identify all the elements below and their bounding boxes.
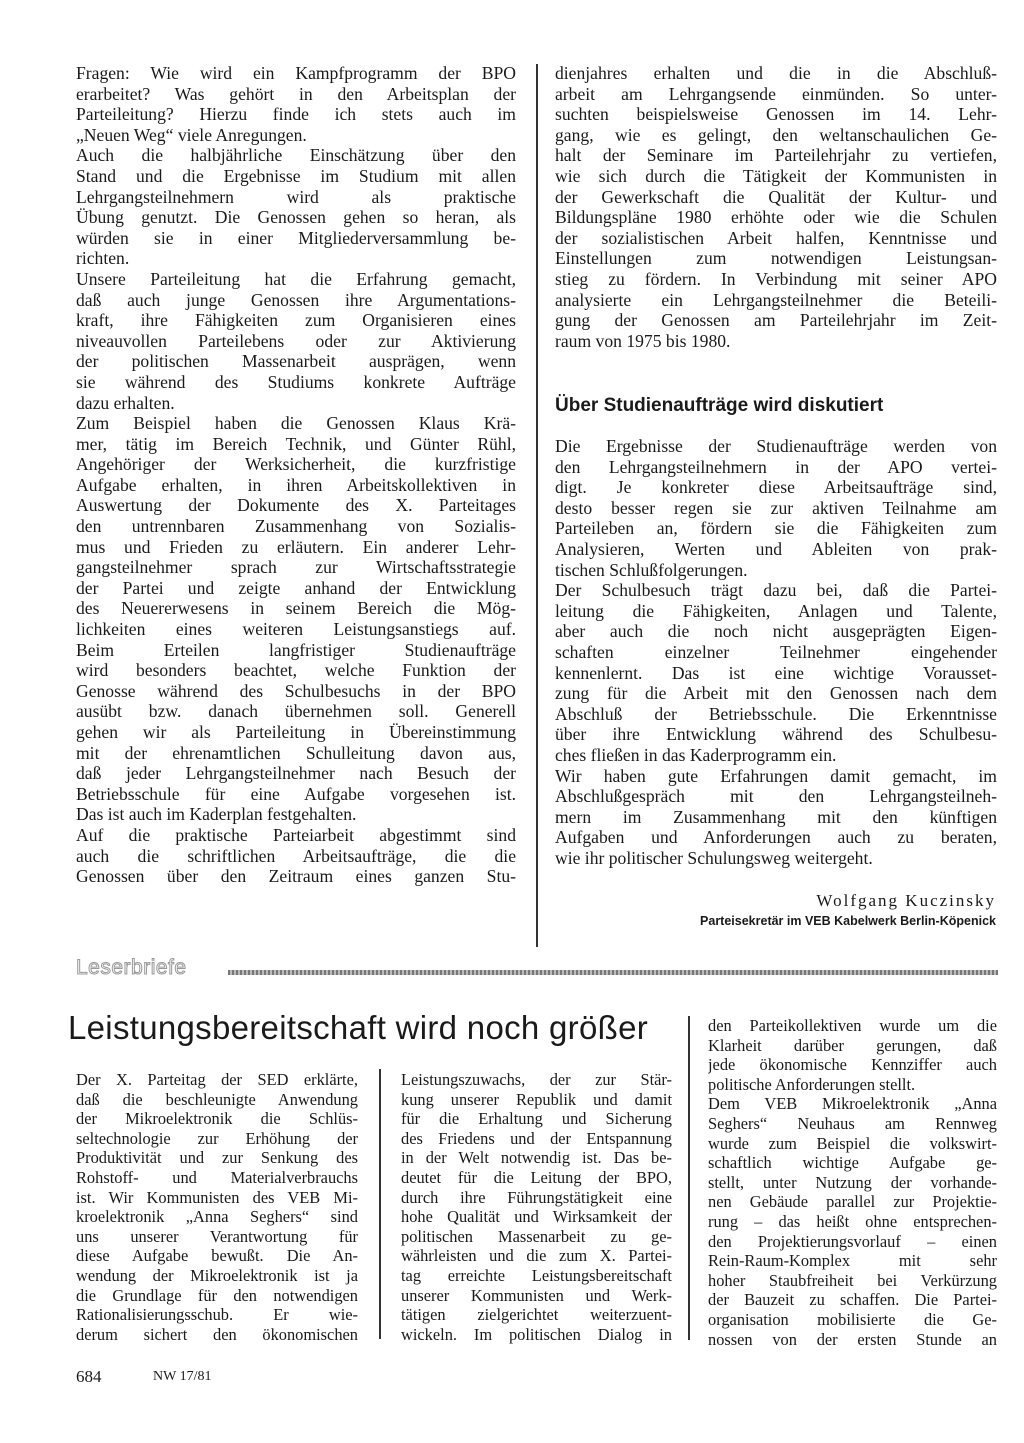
text-line: organisation mobilisierte die Ge- xyxy=(708,1309,997,1329)
rubric-rule xyxy=(228,970,998,975)
text-line: Genosse während des Schulbesuchs in der BPO xyxy=(76,680,516,701)
text-line: diese Aufgabe bewußt. Die An- xyxy=(76,1246,358,1266)
text-line: Angehöriger der Werksicherheit, die kurzfristige xyxy=(76,454,516,475)
issue-label: NW 17/81 xyxy=(153,1369,212,1384)
text-line: leitung die Fähigkeiten, Anlagen und Talente, xyxy=(555,600,997,621)
text-line: nen Gebäude parallel zur Projektie- xyxy=(708,1192,997,1212)
letter-column-2 xyxy=(401,1070,672,1344)
text-line: wickeln. Im politischen Dialog in xyxy=(401,1324,672,1344)
text-line: Abschluß der Betriebsschule. Die Erkenntnisse xyxy=(555,703,997,724)
text-line: Auswertung der Dokumente des X. Parteitages xyxy=(76,495,516,516)
text-line: daß jeder Lehrgangsteilnehmer nach Besuch der xyxy=(76,763,516,784)
text-line: über ihre Entwicklung während des Schulbesu- xyxy=(555,724,997,745)
text-line: wie sich durch die Tätigkeit der Kommunisten in xyxy=(555,165,997,186)
text-line: politische Anforderungen stellt. xyxy=(708,1074,916,1094)
text-line: Auch die halbjährliche Einschätzung über den xyxy=(76,145,516,166)
text-line: analysierte ein Lehrgangsteilnehmer die Beteili- xyxy=(555,289,997,310)
text-line: stieg zu fördern. In Verbindung mit seiner APO xyxy=(555,268,997,289)
text-line: den Parteikollektiven wurde um die xyxy=(708,1016,997,1035)
text-line: Parteileben an, fördern sie die Fähigkeiten zum xyxy=(555,518,997,539)
text-line: deutet für die Leitung der BPO, xyxy=(401,1167,672,1187)
text-line: die Grundlage für den notwendigen xyxy=(76,1285,358,1305)
article-column-right xyxy=(555,63,997,351)
text-line: Der Schulbesuch trägt dazu bei, daß die Partei- xyxy=(555,580,997,601)
text-line: hoher Staubfreiheit bei Verkürzung xyxy=(708,1270,997,1290)
text-line: Zum Beispiel haben die Genossen Klaus Krä- xyxy=(76,413,516,434)
text-line: Lehrgangsteilnehmern wird als praktische xyxy=(76,186,516,207)
text-line: Analysieren, Werten und Ableiten von prak- xyxy=(555,538,997,559)
text-line: Übung genutzt. Die Genossen gehen so heran, als xyxy=(76,207,516,228)
article-headline: Leistungsbereitschaft wird noch größer xyxy=(68,1009,649,1046)
text-line: rung – das heißt ohne entsprechen- xyxy=(708,1211,997,1231)
text-line: kroelektronik „Anna Seghers“ sind xyxy=(76,1207,358,1227)
text-line: des Friedens und der Entspannung xyxy=(401,1128,672,1148)
text-line: der politischen Massenarbeit ausprägen, wenn xyxy=(76,351,516,372)
text-line: gung der Genossen am Parteilehrjahr im Zeit- xyxy=(555,310,997,331)
text-line: zung für die Arbeit mit den Genossen nach dem xyxy=(555,683,997,704)
text-line: mern im Zusammenhang mit den künftigen xyxy=(555,806,997,827)
text-line: mus und Frieden zu erläutern. Ein anderer Lehr- xyxy=(76,536,516,557)
text-line: mit der ehrenamtlichen Schulleitung davon aus, xyxy=(76,742,516,763)
text-line: mer, tätig im Bereich Technik, und Günter Rühl, xyxy=(76,433,516,454)
text-line: ches fließen in das Kaderprogramm ein. xyxy=(555,744,837,765)
text-line: Rohstoff- und Materialverbrauchs xyxy=(76,1167,358,1187)
text-line: uns unserer Verantwortung für xyxy=(76,1226,358,1246)
column-divider xyxy=(688,1016,690,1340)
text-line: kung unserer Republik und damit xyxy=(401,1089,672,1109)
text-line: seltechnologie zur Erhöhung der xyxy=(76,1128,358,1148)
text-line: unserer Kommunisten und Werk- xyxy=(401,1285,672,1305)
text-line: derum sichert den ökonomischen xyxy=(76,1324,358,1344)
text-line: Rein-Raum-Komplex mit sehr xyxy=(708,1251,997,1271)
text-line: währleisten und die zum X. Partei- xyxy=(401,1246,672,1266)
text-line: tätigen zielgerichtet weiterzuent- xyxy=(401,1305,672,1325)
text-line: auch die schriftlichen Arbeitsaufträge, die die xyxy=(76,845,516,866)
page-number: 684 xyxy=(76,1367,102,1386)
text-line: Wir haben gute Erfahrungen damit gemacht, im xyxy=(555,765,997,786)
text-line: Parteileitung? Hierzu finde ich stets auch im xyxy=(76,104,516,125)
text-line: raum von 1975 bis 1980. xyxy=(555,330,731,351)
article-column-left xyxy=(76,63,516,887)
text-line: politischen Massenarbeit zu ge- xyxy=(401,1226,672,1246)
text-line: den Projektierungsvorlauf – einen xyxy=(708,1231,997,1251)
letter-column-1 xyxy=(76,1070,358,1344)
text-line: Die Ergebnisse der Studienaufträge werden von xyxy=(555,436,997,456)
text-line: Einstellungen zum notwendigen Leistungsan- xyxy=(555,248,997,269)
text-line: Klarheit darüber gerungen, daß xyxy=(708,1035,997,1055)
text-line: für die Erhaltung und Sicherung xyxy=(401,1109,672,1129)
text-line: des Neuererwesens in seinem Bereich die Mög- xyxy=(76,598,516,619)
text-line: „Neuen Weg“ viele Anregungen. xyxy=(76,124,307,145)
text-line: ist. Wir Kommunisten des VEB Mi- xyxy=(76,1187,358,1207)
text-line: schaften einzelner Teilnehmer eingehender xyxy=(555,641,997,662)
text-line: desto besser regen sie zur aktiven Teilnahme am xyxy=(555,497,997,518)
text-line: jede ökonomische Kennziffer auch xyxy=(708,1055,997,1075)
text-line: sie während des Studiums konkrete Aufträge xyxy=(76,371,516,392)
text-line: suchten beispielsweise Genossen im 14. Lehr- xyxy=(555,104,997,125)
text-line: den Lehrgangsteilnehmern in der APO vertei- xyxy=(555,456,997,477)
text-line: halt der Seminare im Parteilehrjahr zu vertiefen, xyxy=(555,145,997,166)
text-line: würden sie in einer Mitgliederversammlung be- xyxy=(76,227,516,248)
text-line: der sozialistischen Arbeit halfen, Kenntnisse und xyxy=(555,227,997,248)
rubric-label: Leserbriefe xyxy=(76,956,187,979)
text-line: kennenlernt. Das ist eine wichtige Vorausset- xyxy=(555,662,997,683)
text-line: durch ihre Führungstätigkeit eine xyxy=(401,1187,672,1207)
text-line: der Gewerkschaft die Qualität der Kultur- und xyxy=(555,186,997,207)
text-line: wendung der Mikroelektronik ist ja xyxy=(76,1265,358,1285)
text-line: Produktivität und zur Senkung des xyxy=(76,1148,358,1168)
text-line: in der Welt notwendig ist. Das be- xyxy=(401,1148,672,1168)
text-line: den untrennbaren Zusammenhang von Sozialis- xyxy=(76,516,516,537)
text-line: tag erreichte Leistungsbereitschaft xyxy=(401,1265,672,1285)
text-line: Stand und die Ergebnisse im Studium mit allen xyxy=(76,165,516,186)
letter-column-3 xyxy=(708,1016,997,1349)
text-line: Dem VEB Mikroelektronik „Anna xyxy=(708,1094,997,1114)
text-line: Aufgabe erhalten, in ihren Arbeitskollektiven in xyxy=(76,474,516,495)
text-line: Der X. Parteitag der SED erklärte, xyxy=(76,1070,358,1089)
text-line: Fragen: Wie wird ein Kampfprogramm der BPO xyxy=(76,63,516,83)
text-line: Betriebsschule für eine Aufgabe vorgesehen ist. xyxy=(76,783,516,804)
author-name: Wolfgang Kuczinsky xyxy=(816,891,996,910)
text-line: Genossen über den Zeitraum eines ganzen Stu- xyxy=(76,866,516,887)
text-line: Bildungspläne 1980 erhöhte oder wie die Schulen xyxy=(555,207,997,228)
text-line: gehen wir als Parteileitung in Übereinstimmung xyxy=(76,722,516,742)
text-line: Seghers“ Neuhaus am Rennweg xyxy=(708,1113,997,1133)
text-line: wie ihr politischer Schulungsweg weitergeht. xyxy=(555,847,873,868)
text-line: gangsteilnehmer sprach zur Wirtschaftsstrategie xyxy=(76,557,516,578)
text-line: erarbeitet? Was gehört in den Arbeitsplan der xyxy=(76,83,516,104)
text-line: wurde zum Beispiel die volkswirt- xyxy=(708,1133,997,1153)
text-line: aber auch die noch nicht ausgeprägten Eigen- xyxy=(555,621,997,642)
text-line: digt. Je konkreter diese Arbeitsaufträge sind, xyxy=(555,477,997,498)
text-line: der Mikroelektronik die Schlüs- xyxy=(76,1109,358,1129)
column-divider xyxy=(536,64,538,947)
text-line: Rationalisierungsschub. Er wie- xyxy=(76,1305,358,1325)
section-heading: Über Studienaufträge wird diskutiert xyxy=(555,395,884,416)
text-line: stellt, unter Nutzung der vorhande- xyxy=(708,1172,997,1192)
text-line: richten. xyxy=(76,248,130,269)
column-divider xyxy=(379,1069,381,1339)
text-line: Unsere Parteileitung hat die Erfahrung gemacht, xyxy=(76,268,516,289)
text-line: Aufgaben und Anforderungen auch zu beraten, xyxy=(555,827,997,848)
text-line: arbeit am Lehrgangsende einmünden. So unter- xyxy=(555,83,997,104)
text-line: tischen Schlußfolgerungen. xyxy=(555,559,748,580)
text-line: schaftlich wichtige Aufgabe ge- xyxy=(708,1153,997,1173)
text-line: der Bauzeit zu schaffen. Die Partei- xyxy=(708,1290,997,1310)
author-role: Parteisekretär im VEB Kabelwerk Berlin-Köpenick xyxy=(700,914,996,928)
text-line: daß auch junge Genossen ihre Argumentations- xyxy=(76,289,516,310)
text-line: dazu erhalten. xyxy=(76,392,175,413)
text-line: niveauvollen Parteilebens oder zur Aktivierung xyxy=(76,330,516,351)
text-line: dienjahres erhalten und die in die Abschluß- xyxy=(555,63,997,83)
text-line: kraft, ihre Fähigkeiten zum Organisieren eines xyxy=(76,310,516,331)
text-line: Leistungszuwachs, der zur Stär- xyxy=(401,1070,672,1089)
text-line: lichkeiten eines weiteren Leistungsanstiegs auf. xyxy=(76,619,516,640)
text-line: Auf die praktische Parteiarbeit abgestimmt sind xyxy=(76,824,516,845)
text-line: Abschlußgespräch mit den Lehrgangsteilneh- xyxy=(555,786,997,807)
text-line: wird besonders beachtet, welche Funktion der xyxy=(76,660,516,681)
text-line: Beim Erteilen langfristiger Studienaufträge xyxy=(76,639,516,660)
text-line: ausübt bzw. danach übernehmen soll. Generell xyxy=(76,701,516,722)
text-line: gang, wie es gelingt, den weltanschaulichen Ge- xyxy=(555,124,997,145)
article-column-right-continued xyxy=(555,436,997,868)
text-line: Das ist auch im Kaderplan festgehalten. xyxy=(76,804,357,825)
text-line: nossen von der ersten Stunde an xyxy=(708,1329,997,1349)
text-line: hohe Qualität und Wirksamkeit der xyxy=(401,1207,672,1227)
text-line: der Partei und zeigte anhand der Entwicklung xyxy=(76,577,516,598)
text-line: daß die beschleunigte Anwendung xyxy=(76,1089,358,1109)
